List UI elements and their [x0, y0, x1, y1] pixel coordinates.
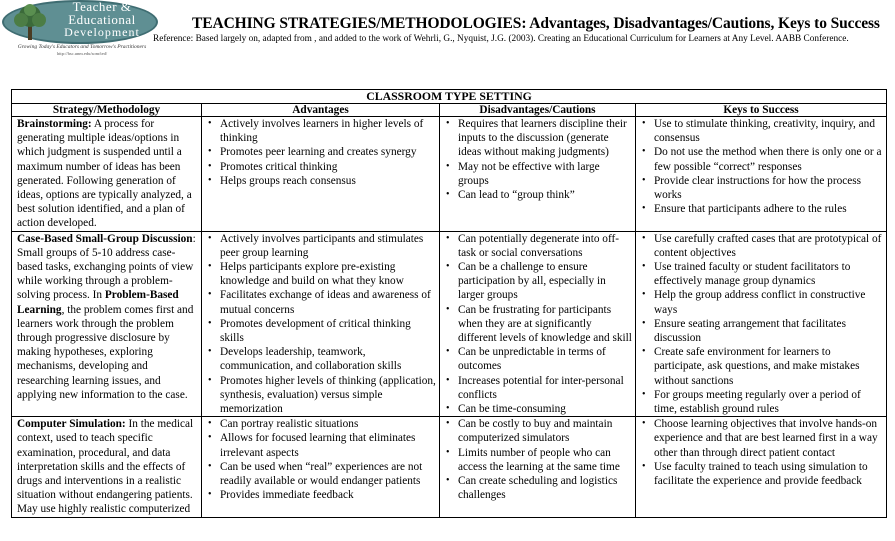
list-item: • Can lead to “group think” — [458, 188, 632, 202]
column-header-disadvantages: Disadvantages/Cautions — [440, 104, 636, 117]
strategies-table — [11, 89, 887, 518]
strategy-cell — [12, 117, 202, 232]
list-item: • Provides immediate feedback — [220, 488, 436, 502]
disadvantages-list — [443, 417, 632, 502]
list-item: • Use carefully crafted cases that are prototypical of content objectives — [654, 232, 883, 260]
list-item: • Allows for focused learning that eliminates irrelevant aspects — [220, 431, 436, 459]
disadvantages-list — [443, 232, 632, 417]
advantages-cell — [202, 231, 440, 417]
keys-list — [639, 417, 883, 488]
strategy-subtitle: Problem-Based Learning — [17, 289, 179, 316]
strategy-description: : Small groups of 5-10 address case-based tasks, exchanging points of view while working through a problem-solving process. In — [17, 232, 196, 302]
list-item: • May not be effective with large groups — [458, 160, 632, 188]
keys-cell — [636, 417, 887, 517]
table-row-computer-simulation — [12, 417, 887, 517]
logo-line-1: Teacher & — [72, 0, 132, 14]
setting-header: CLASSROOM TYPE SETTING — [12, 90, 887, 104]
list-item: • Create safe environment for learners to participate, ask questions, and make mistakes without sanctions — [654, 345, 883, 388]
list-item: • Can be a challenge to ensure participation by all, especially in larger groups — [458, 260, 632, 303]
strategy-title: Case-Based Small-Group Discussion — [17, 232, 193, 245]
list-item: • Limits number of people who can access the learning at the same time — [458, 446, 632, 474]
list-item: • Promotes higher levels of thinking (application, synthesis, evaluation) versus simple memorization — [220, 374, 436, 417]
column-header-keys: Keys to Success — [636, 104, 887, 117]
strategy-title: Computer Simulation: — [17, 418, 126, 431]
list-item: • Ensure seating arrangement that facilitates discussion — [654, 317, 883, 345]
organization-logo — [2, 0, 162, 60]
disadvantages-cell — [440, 231, 636, 417]
list-item: • Promotes development of critical thinking skills — [220, 317, 436, 345]
list-item: • Facilitates exchange of ideas and awareness of mutual concerns — [220, 288, 436, 316]
list-item: • Increases potential for inter-personal conflicts — [458, 374, 632, 402]
list-item: • Actively involves participants and stimulates peer group learning — [220, 232, 436, 260]
list-item: • Can be frustrating for participants when they are at significantly different levels of knowledge and skill — [458, 303, 632, 346]
list-item: • Requires that learners discipline their inputs to the discussion (generate ideas without making judgments) — [458, 117, 632, 160]
list-item: • Can be used when “real” experiences are not readily available or would endanger patients — [220, 460, 436, 488]
logo-wordmark — [48, 0, 156, 39]
list-item: • Ensure that participants adhere to the rules — [654, 202, 883, 216]
list-item: • Use faculty trained to teach using simulation to facilitate the experience and provide feedback — [654, 460, 883, 488]
advantages-cell — [202, 117, 440, 232]
disadvantages-cell — [440, 417, 636, 517]
list-item: • Can be unpredictable in terms of outcomes — [458, 345, 632, 373]
list-item: • Actively involves learners in higher levels of thinking — [220, 117, 436, 145]
list-item: • For groups meeting regularly over a period of time, establish ground rules — [654, 388, 883, 416]
keys-cell — [636, 231, 887, 417]
list-item: • Helps groups reach consensus — [220, 174, 436, 188]
strategy-title: Brainstorming: — [17, 118, 92, 130]
list-item: • Promotes critical thinking — [220, 160, 436, 174]
strategy-cell — [12, 231, 202, 417]
reference-line: Reference: Based largely on, adapted from , and added to the work of Wehrli, G., Nyquist, J.G. (2003). Creating an Educational Curriculum for Learners at Any Level. AABB Conference. — [153, 34, 849, 44]
list-item: • Do not use the method when there is only one or a few possible “correct” responses — [654, 145, 883, 173]
list-item: • Develops leadership, teamwork, communication, and collaboration skills — [220, 345, 436, 373]
advantages-list — [205, 117, 436, 188]
strategy-description: In the medical context, used to teach specific examination, procedural, and data interpretation skills and the effects of drugs and interventions in a realistic situation without endangering patients. May use highly realistic computerized — [17, 418, 194, 516]
list-item: • Help the group address conflict in constructive ways — [654, 288, 883, 316]
keys-cell — [636, 117, 887, 232]
table-row-case-based-discussion — [12, 231, 887, 417]
strategy-cell — [12, 417, 202, 517]
advantages-list — [205, 417, 436, 502]
document-title: TEACHING STRATEGIES/METHODOLOGIES: Advantages, Disadvantages/Cautions, Keys to Success — [192, 15, 880, 32]
list-item: • Choose learning objectives that involve hands-on experience and that are best learned first in a way other than through direct patient contact — [654, 417, 883, 460]
tree-icon — [8, 2, 52, 42]
logo-line-3: Development — [64, 25, 140, 39]
list-item: • Promotes peer learning and creates synergy — [220, 145, 436, 159]
list-item: • Helps participants explore pre-existing knowledge and build on what they know — [220, 260, 436, 288]
logo-tagline: Growing Today's Educators and Tomorrow's Practitioners — [17, 44, 147, 50]
advantages-list — [205, 232, 436, 417]
list-item: • Can be costly to buy and maintain computerized simulators — [458, 417, 632, 445]
logo-line-2: Educational — [68, 12, 136, 27]
keys-list — [639, 117, 883, 216]
strategy-description: A process for generating multiple ideas/options in which judgment is suspended until a maximum number of ideas has been generated. Following generation of ideas, options are typically analyzed, a best solution identified, and a plan of action developed. — [17, 118, 192, 230]
strategy-description-continued: , the problem comes first and learners work through the problem through progressive disclosure by making hypotheses, exploring mechanisms, developing and researching learning issues, and applying new information to the case. — [17, 303, 194, 401]
list-item: • Can create scheduling and logistics challenges — [458, 474, 632, 502]
column-header-strategy: Strategy/Methodology — [12, 104, 202, 117]
disadvantages-cell — [440, 117, 636, 232]
column-header-advantages: Advantages — [202, 104, 440, 117]
list-item: • Use to stimulate thinking, creativity, inquiry, and consensus — [654, 117, 883, 145]
list-item: • Can be time-consuming — [458, 402, 632, 416]
logo-url: http://hsc.unm.edu/som/ted/ — [56, 51, 108, 56]
list-item: • Can portray realistic situations — [220, 417, 436, 431]
list-item: • Provide clear instructions for how the process works — [654, 174, 883, 202]
list-item: • Use trained faculty or student facilitators to effectively manage group dynamics — [654, 260, 883, 288]
table-row-brainstorming — [12, 117, 887, 232]
list-item: • Can potentially degenerate into off-task or social conversations — [458, 232, 632, 260]
disadvantages-list — [443, 117, 632, 202]
advantages-cell — [202, 417, 440, 517]
keys-list — [639, 232, 883, 417]
